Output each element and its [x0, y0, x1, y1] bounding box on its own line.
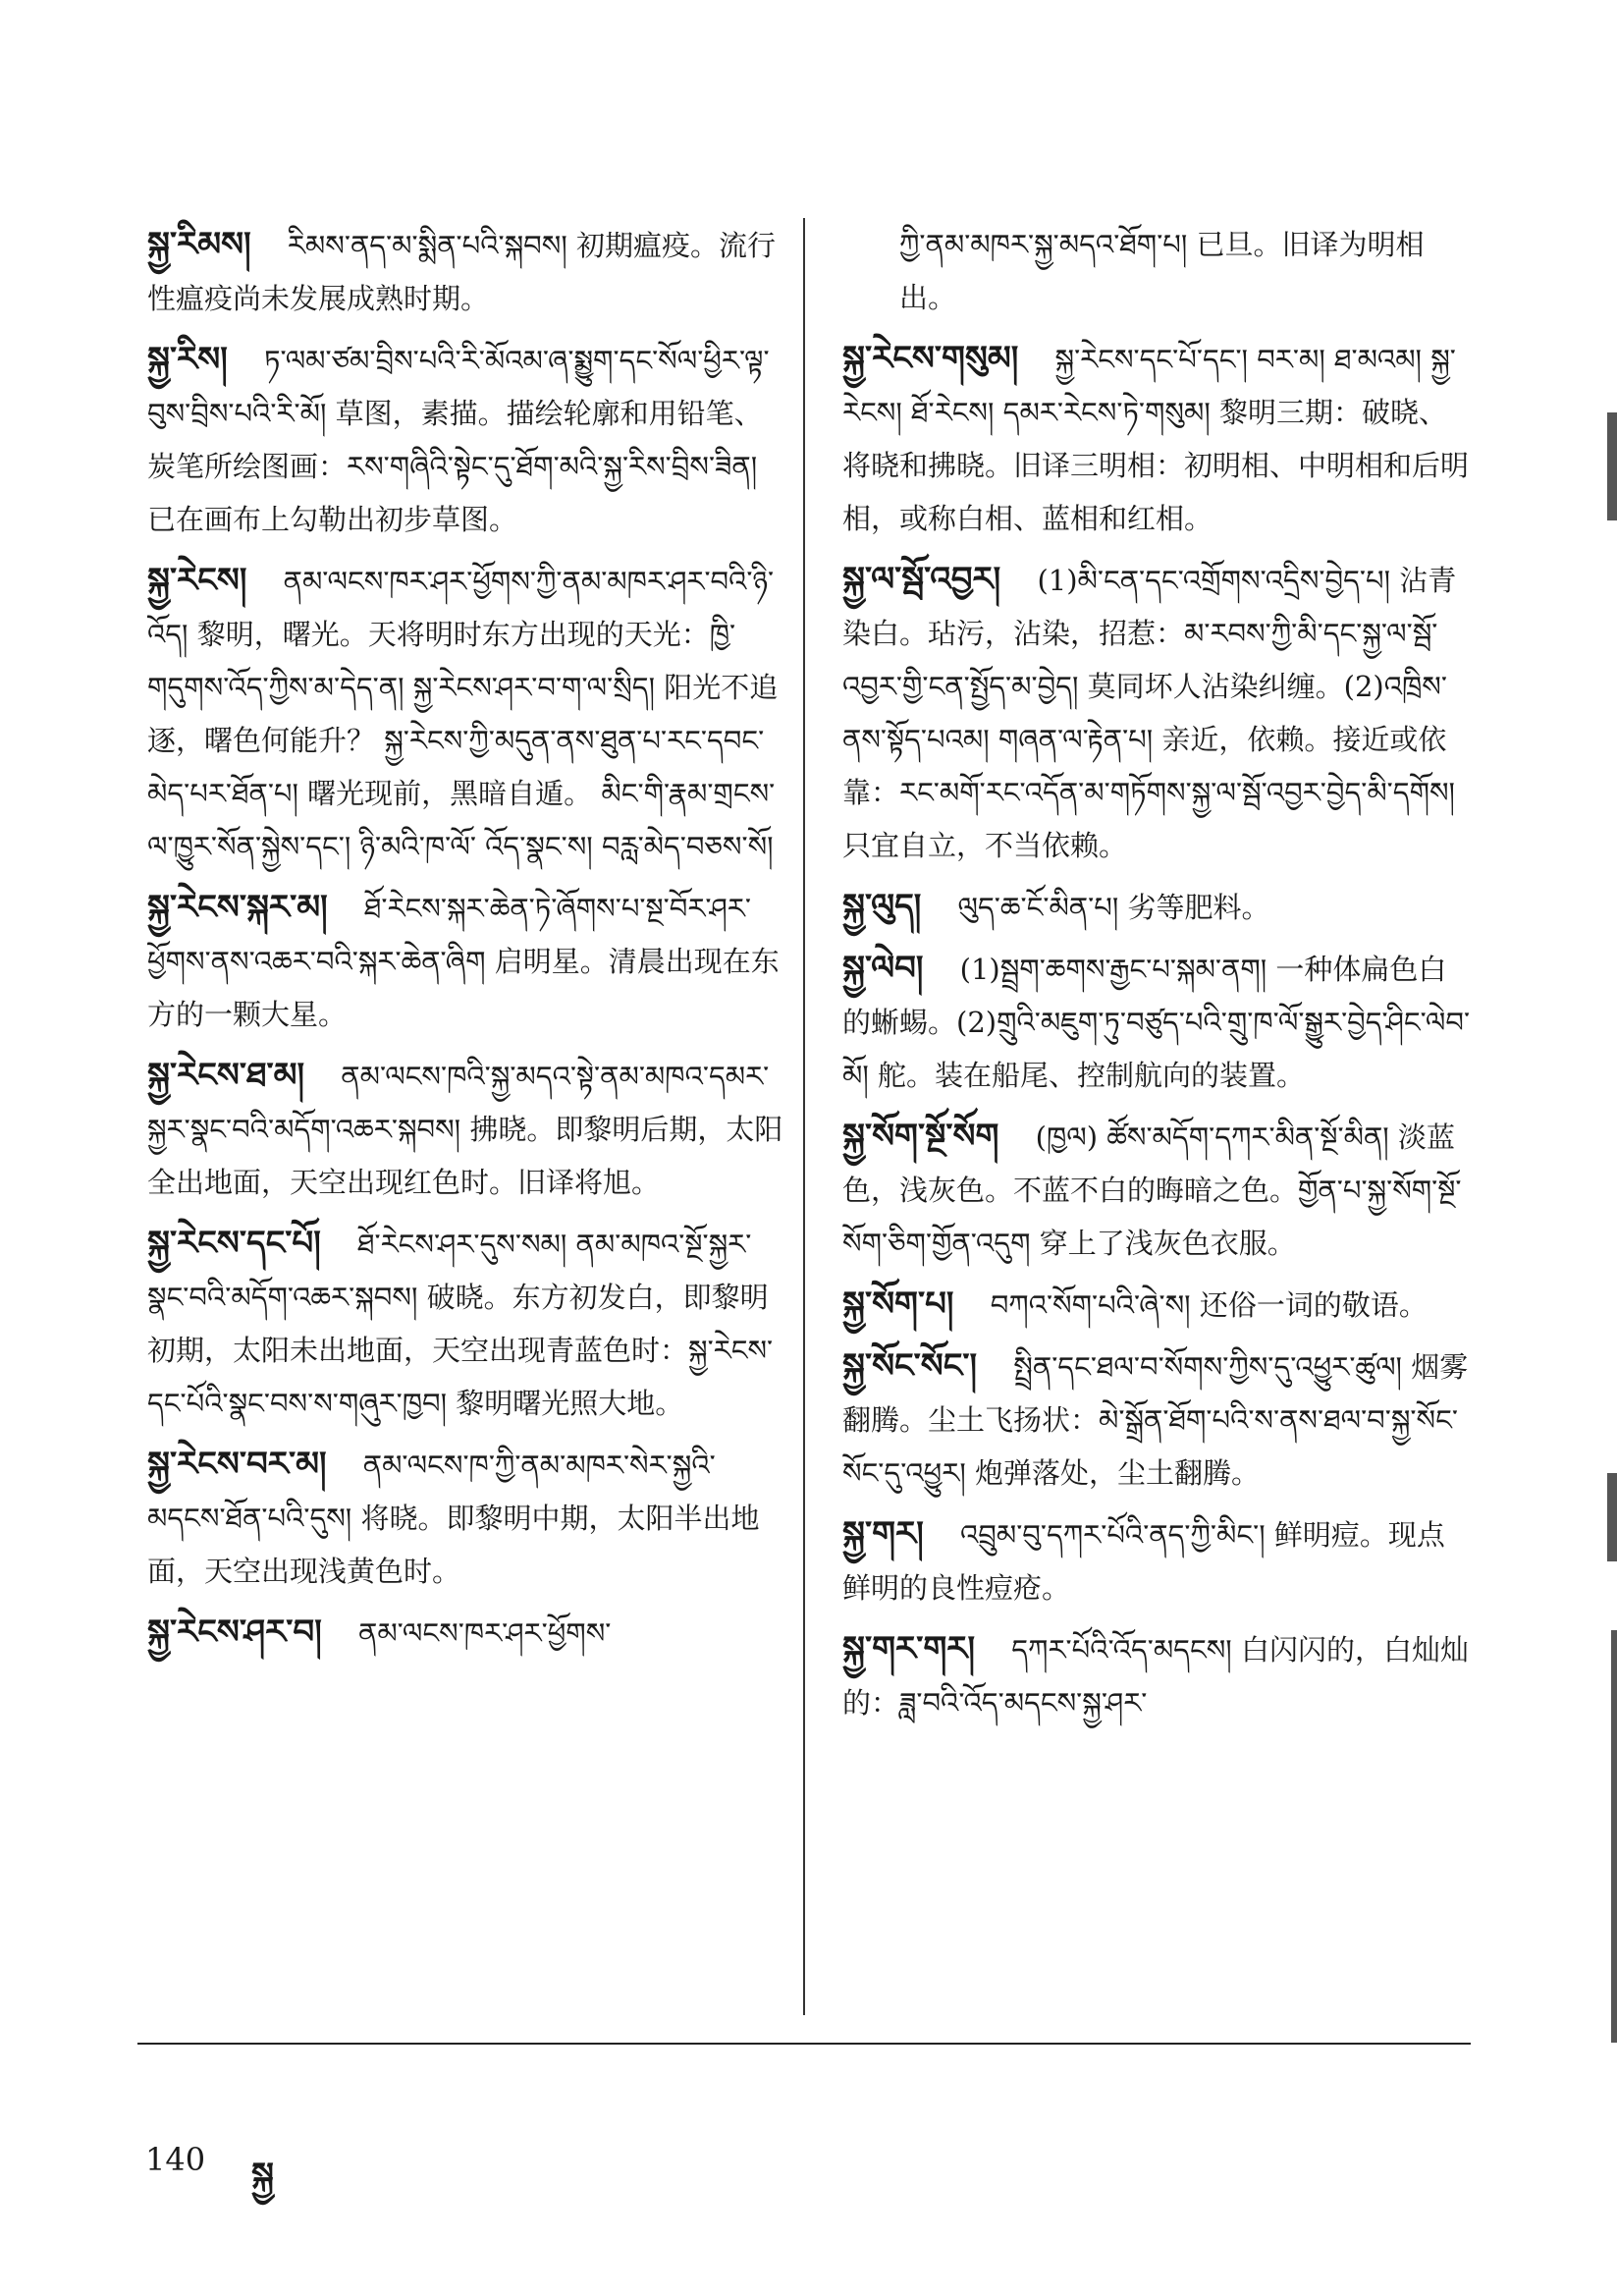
dictionary-entry	[842, 1278, 1471, 1332]
running-head: སྐྱ	[251, 2156, 274, 2195]
entry-definition: ཐོ་རེངས་སྐར་ཆེན་ཏེ་ཞོགས་པ་སྔ་བོར་ཤར་ཕྱོགས་ནས་འཆར་བའི་སྐར་ཆེན་ཞིག 启明星。清晨出现在东方的一颗大星。	[147, 892, 780, 1031]
entry-definition: ཏ་ལམ་ཙམ་བྲིས་པའི་རི་མོའམ་ཞ་སྨྱུག་དང་སོལ་ཕྱིར་ལྟ་བུས་བྲིས་པའི་རི་མོ། 草图，素描。描绘轮廓和用铅笔、炭笔所绘图画：རས་གཞིའི་སྟེང་དུ་ཐོག་མའི་སྐྱ་རིས་བྲིས་ཟིན། 已在画布上勾勒出初步草图。	[147, 344, 770, 536]
scan-edge-mark	[1607, 1473, 1617, 1561]
entry-definition: སྤྲིན་དང་ཐལ་བ་སོགས་ཀྱིས་དུ་འཕྱུར་ཚུལ། 烟雾翻腾。尘土飞扬状：མེ་སྒྲོན་ཐོག་པའི་ས་ནས་ཐལ་བ་སྐྱ་སོང་སོང་དུ་འཕྱུར། 炮弹落处，尘土翻腾。	[842, 1350, 1469, 1490]
entry-definition: (1)སྦྲག་ཆགས་རྒྱང་པ་སྐམ་ནག། 一种体扁色白的蜥蜴。(2)གྲུའི་མཇུག་ཏུ་བཙུད་པའི་གྲུ་ཁ་ལོ་སྒྱུར་བྱེད་ཤིང་ལེབ་མོ། 舵。装在船尾、控制航向的装置。	[842, 953, 1471, 1092]
page-number: 140	[145, 2141, 206, 2178]
dictionary-entry	[147, 881, 785, 1041]
dictionary-entry	[842, 880, 1471, 934]
entry-headword: སྐྱ་རིས།	[147, 340, 228, 379]
entry-headword: སྐྱ་རིམས།	[147, 225, 251, 264]
dictionary-entry	[842, 553, 1471, 872]
dictionary-entry	[842, 942, 1471, 1102]
dictionary-entry	[147, 554, 785, 873]
entry-definition: སྐྱ་རེངས་དང་པོ་དང་། བར་མ། ཐ་མའམ། སྐྱ་རེངས། ཐོ་རེངས། དམར་རེངས་ཏེ་གསུམ། 黎明三期：破晓、将晓和拂晓。旧译三明相：初明相、中明相和后明相，或称白相、蓝相和红相。	[842, 343, 1470, 535]
entry-headword: སྐྱ་རེངས་གསུམ།	[842, 339, 1019, 378]
entry-headword: སྐྱ་རེངས་སྐར་མ།	[147, 888, 328, 927]
dictionary-entry	[842, 1110, 1471, 1270]
entry-definition: ལུད་ཆ་ངོ་མིན་པ། 劣等肥料。	[957, 891, 1270, 924]
entry-headword: སྐྱ་གར་གར།	[842, 1629, 976, 1668]
scan-edge-mark	[1607, 412, 1617, 520]
dictionary-entry	[147, 1217, 785, 1430]
entry-headword: སྐྱ་སོག་སྔོ་སོག	[842, 1117, 999, 1156]
entry-definition: (1)མི་ངན་དང་འགྲོགས་འདྲིས་བྱེད་པ། 沾青染白。玷污，沾染，招惹：མ་རབས་ཀྱི་མི་དང་སྐྱ་ལ་སྦོ་འབྱར་གྱི་ངན་སྤྱོད་མ་བྱེད། 莫同坏人沾染纠缠。(2)འཁྲིས་ནས་སྟོད་པའམ། གཞན་ལ་རྟེན་པ། 亲近，依赖。接近或依靠：རང་མགོ་རང་འདོན་མ་གཏོགས་སྐྱ་ལ་སྦོ་འབྱར་བྱེད་མི་དགོས། 只宜自立，不当依赖。	[842, 564, 1457, 862]
entry-definition: ཀྱི་ནམ་མཁར་སྐྱ་མདའ་ཐོག་པ། 已旦。旧译为明相出。	[899, 228, 1425, 314]
dictionary-entry	[147, 1438, 785, 1598]
footer-rule	[137, 2043, 1471, 2045]
left-column	[147, 218, 785, 2030]
entry-headword: སྐྱ་སོག་པ།	[842, 1285, 954, 1324]
entry-definition: དཀར་པོའི་འོད་མདངས། 白闪闪的，白灿灿的：ཟླ་བའི་འོད་མདངས་སྐྱ་ཤར་	[842, 1633, 1469, 1720]
entry-headword: སྐྱ་ལུད།	[842, 887, 922, 926]
dictionary-entry	[842, 1622, 1471, 1729]
entry-headword: སྐྱ་གར།	[842, 1514, 924, 1554]
entry-definition: ནམ་ལངས་ཁ་ཀྱི་ནམ་མཁར་སེར་སྐྱའི་མདངས་ཐོན་པའི་དུས། 将晓。即黎明中期，太阳半出地面，天空出现浅黄色时。	[147, 1449, 760, 1588]
entry-definition: (ཁྱལ) ཚོས་མདོག་དཀར་མིན་སྔོ་མིན། 淡蓝色，浅灰色。不蓝不白的晦暗之色。གྱོན་པ་སྐྱ་སོག་སྔོ་སོག་ཅིག་གྱོན་འདུག 穿上了浅灰色衣服。	[842, 1121, 1462, 1260]
entry-headword: སྐྱ་རེངས་ཐ་མ།	[147, 1056, 305, 1095]
entry-definition: འབྲུམ་བུ་དཀར་པོའི་ནད་ཀྱི་མིང་། 鲜明痘。现点鲜明的良性痘疮。	[842, 1518, 1445, 1605]
entry-headword: སྐྱ་ལེབ།	[842, 949, 924, 988]
entry-definition: ནམ་ལངས་ཁར་ཤར་ཕྱོགས་ཀྱི་ནམ་མཁར་ཤར་བའི་ཉི་འོད། 黎明，曙光。天将明时东方出现的天光：ཁྱི་གདུགས་འོད་ཀྱིས་མ་དེད་ན། སྐྱ་རེངས་ཤར་བ་ག་ལ་སྲིད། 阳光不追逐，曙色何能升？ སྐྱ་རེངས་ཀྱི་མདུན་ནས་ཐུན་པ་རང་དབང་མེད་པར་ཐོན་པ། 曙光现前，黑暗自遁。 མིང་གི་རྣམ་གྲངས་ལ་ཁྱུར་སོན་སྐྱེས་དང་། ཉི་མའི་ཁ་ལོ་ འོད་སྣང་ས། བརླ་མེད་བཅས་སོ།	[147, 565, 779, 863]
entry-definition: བཀའ་སོག་པའི་ཞེ་ས། 还俗一词的敬语。	[990, 1288, 1428, 1322]
entry-definition: ཐོ་རེངས་ཤར་དུས་སམ། ནམ་མཁའ་སྔོ་སྐྱར་སྣང་བའི་མདོག་འཆར་སྐབས། 破晓。东方初发白，即黎明初期，太阳未出地面，天空出现青蓝色时：སྐྱ་རེངས་དང་པོའི་སྣང་བས་ས་གཞུར་ཁྱབ། 黎明曙光照大地。	[147, 1228, 774, 1420]
entry-definition: ནམ་ལངས་ཁའི་སྐྱ་མདའ་སྟེ་ནམ་མཁའ་དམར་སྐྱར་སྣང་བའི་མདོག་འཆར་སྐབས། 拂晓。即黎明后期，太阳全出地面，天空出现红色时。旧译将旭。	[147, 1060, 783, 1199]
entry-definition: ནམ་ལངས་ཁར་ཤར་ཕྱོགས་	[357, 1616, 612, 1650]
entry-definition: རིམས་ནད་མ་སྨིན་པའི་སྐབས། 初期瘟疫。流行性瘟疫尚未发展成熟时期。	[147, 229, 776, 315]
entry-headword: སྐྱ་རེངས་དང་པོ།	[147, 1224, 321, 1263]
entry-headword: སྐྱ་རེངས་བར་མ།	[147, 1445, 327, 1484]
right-column	[842, 218, 1471, 2030]
dictionary-entry	[842, 332, 1471, 545]
dictionary-entry	[147, 1049, 785, 1209]
dictionary-entry	[147, 218, 785, 325]
entry-headword: སྐྱ་རེངས།	[147, 561, 247, 600]
dictionary-entry-continued	[842, 218, 1471, 324]
scan-edge-mark	[1611, 1630, 1617, 2043]
column-divider	[803, 218, 805, 2015]
entry-headword: སྐྱ་སོང་སོང་།	[842, 1346, 978, 1386]
dictionary-entry	[842, 1339, 1471, 1500]
entry-headword: སྐྱ་ལ་སྦོ་འབྱར།	[842, 560, 1001, 599]
dictionary-entry	[147, 1606, 785, 1660]
dictionary-entry	[147, 333, 785, 546]
entry-headword: སྐྱ་རེངས་ཤར་བ།	[147, 1613, 322, 1652]
dictionary-entry	[842, 1507, 1471, 1614]
